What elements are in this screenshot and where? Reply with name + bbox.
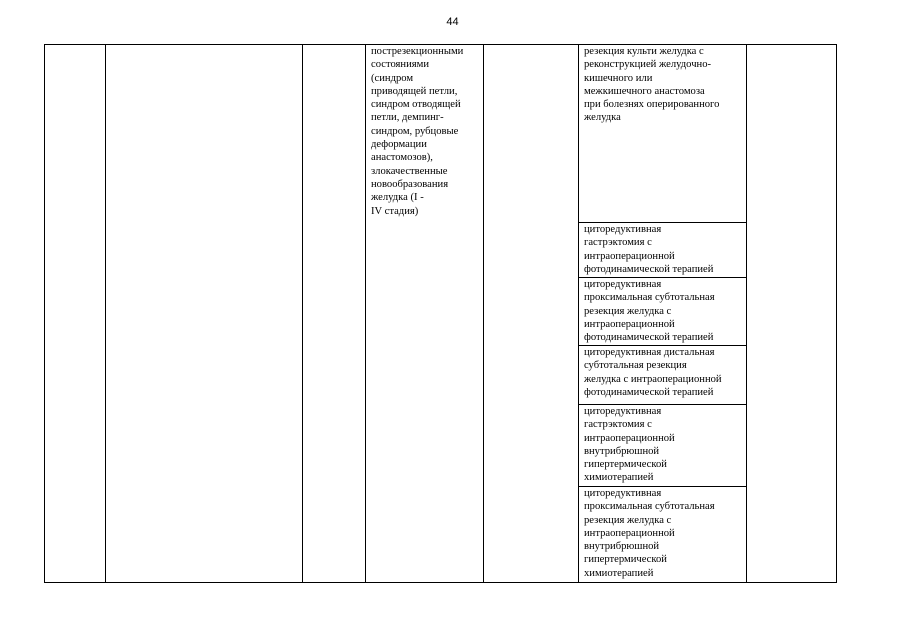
page-number: 44 (446, 16, 459, 28)
cell-method: циторедуктивная проксимальная субтотальная резекция желудка с интраоперационной фотодинамической терапией (579, 278, 747, 346)
cell-method: циторедуктивная гастрэктомия с интраоперационной внутрибрюшной гипертермической химиотерапией (579, 405, 747, 487)
cell-method: циторедуктивная проксимальная субтотальная резекция желудка с интраоперационной внутрибрюшной гипертермической химиотерапией (579, 487, 747, 583)
cell-group-name (106, 45, 303, 583)
cell-treatment-type (484, 45, 579, 583)
cell-method: циторедуктивная гастрэктомия с интраоперационной фотодинамической терапией (579, 223, 747, 278)
cell-cost (747, 45, 837, 583)
cell-number (45, 45, 106, 583)
table-row (45, 45, 837, 223)
medical-procedures-table (44, 44, 837, 583)
cell-condition: пострезекционными состояниями (синдром приводящей петли, синдром отводящей петли, демпинг- синдром, рубцовые деформации анастомозов), злокачественные новообразования желудка (I - IV стадия) (366, 45, 484, 583)
cell-method: циторедуктивная дистальная субтотальная резекция желудка с интраоперационной фотодинамической терапией (579, 346, 747, 405)
cell-method: резекция культи желудка с реконструкцией желудочно- кишечного или межкишечного анастомоза при болезнях оперированного желудка (579, 45, 747, 223)
cell-code (303, 45, 366, 583)
